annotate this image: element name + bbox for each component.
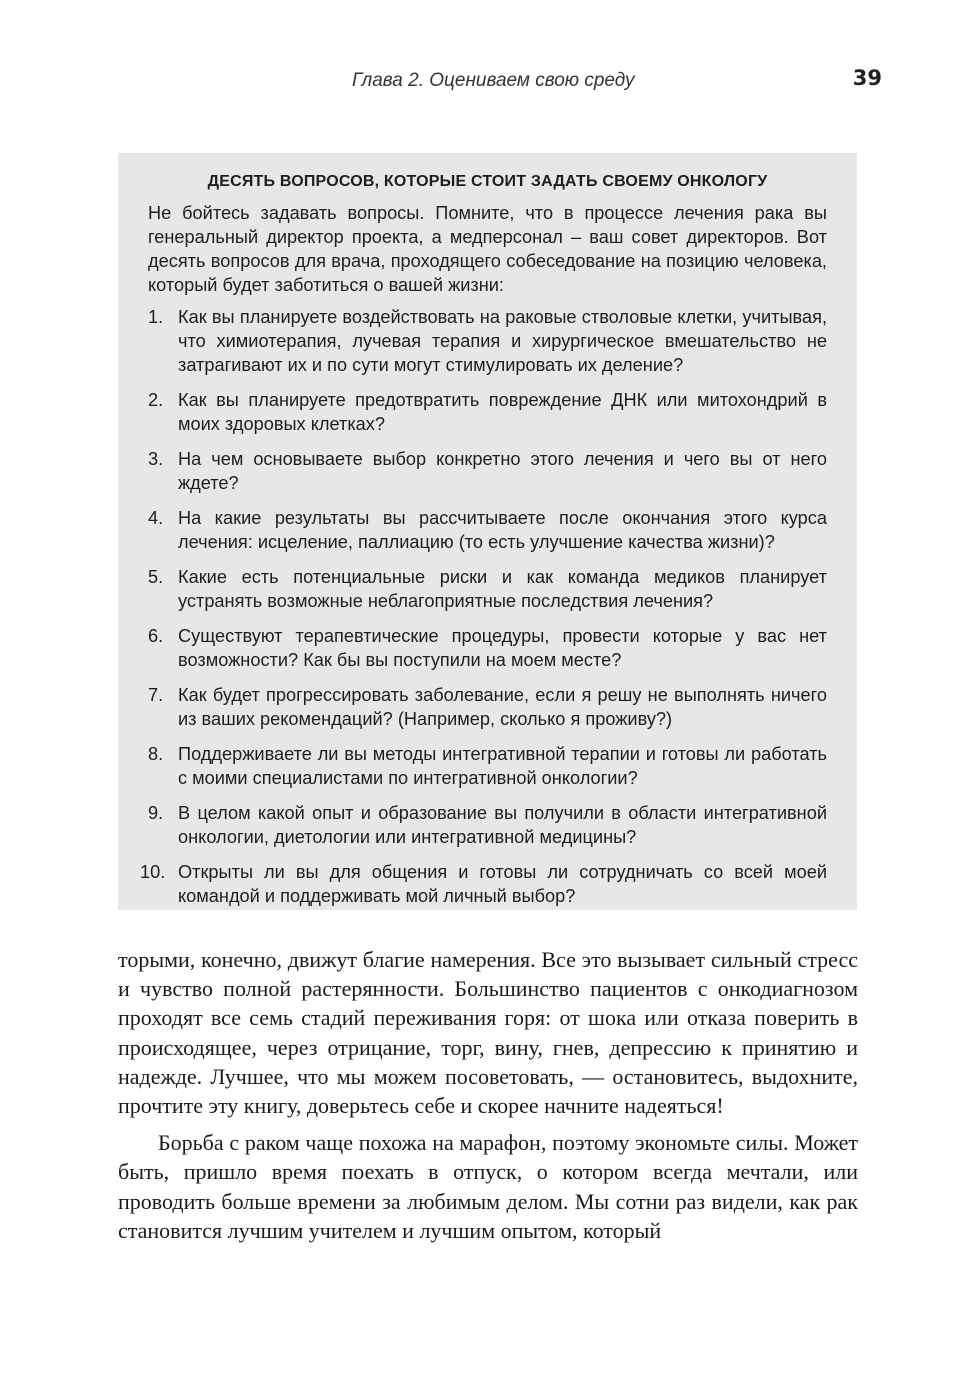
question-item xyxy=(148,683,827,731)
question-number: 5. xyxy=(148,567,164,587)
question-item xyxy=(148,801,827,849)
question-item xyxy=(148,305,827,377)
question-item xyxy=(140,860,827,908)
question-item xyxy=(148,624,827,672)
question-number: 2. xyxy=(148,390,164,410)
sidebar-intro: Не бойтесь задавать вопросы. Помните, что в процессе лечения рака вы генеральный директор проекта, а медперсонал – ваш совет директоров. Вот десять вопросов для врача, проходящего собеседование на позицию человека, который будет заботиться о вашей жизни: xyxy=(148,203,827,295)
question-text: На чем основываете выбор конкретно этого лечения и чего вы от него ждете? xyxy=(178,449,827,493)
question-item xyxy=(148,742,827,790)
question-number: 8. xyxy=(148,744,164,764)
question-list xyxy=(140,305,827,908)
question-number: 3. xyxy=(148,449,164,469)
question-text: Как вы планируете воздействовать на раковые стволовые клетки, учитывая, что химиотерапия, лучевая терапия и хирургическое вмешательство не затрагивают их и по сути могут стимулировать их деление? xyxy=(178,307,827,375)
question-item xyxy=(148,447,827,495)
sidebar-box xyxy=(118,153,857,910)
running-head xyxy=(0,66,974,100)
question-text: Открыты ли вы для общения и готовы ли сотрудничать со всей моей командой и поддерживать мой личный выбор? xyxy=(178,862,827,906)
chapter-title: Глава 2. Оцениваем свою среду xyxy=(352,70,635,91)
question-text: Как будет прогрессировать заболевание, если я решу не выполнять ничего из ваших рекомендаций? (Например, сколько я проживу?) xyxy=(178,685,827,729)
question-text: Какие есть потенциальные риски и как команда медиков планирует устранять возможные неблагоприятные последствия лечения? xyxy=(178,567,827,611)
question-text: Как вы планируете предотвратить повреждение ДНК или митохондрий в моих здоровых клетках? xyxy=(178,390,827,434)
question-text: Существуют терапевтические процедуры, провести которые у вас нет возможности? Как бы вы поступили на моем месте? xyxy=(178,626,827,670)
question-number: 7. xyxy=(148,685,164,705)
question-number: 9. xyxy=(148,803,164,823)
question-item xyxy=(148,565,827,613)
body-paragraph: торыми, конечно, движут благие намерения. Все это вызывает сильный стресс и чувство полной растерянности. Большинство пациентов с онкодиагнозом проходят все семь стадий переживания горя: от шока или отказа поверить в происходящее, через отрицание, торг, вину, гнев, депрессию к принятию и надежде. Лучшее, что мы можем посоветовать, — остановитесь, выдохните, прочтите эту книгу, доверьтесь себе и скорее начните надеяться! xyxy=(118,947,858,1119)
question-number: 10. xyxy=(140,862,166,882)
question-text: Поддерживаете ли вы методы интегративной терапии и готовы ли работать с моими специалистами по интегративной онкологии? xyxy=(178,744,827,788)
question-item xyxy=(148,388,827,436)
question-number: 6. xyxy=(148,626,164,646)
question-number: 4. xyxy=(148,508,164,528)
question-item xyxy=(148,506,827,554)
page-number: 39 xyxy=(852,66,882,90)
sidebar-title: ДЕСЯТЬ ВОПРОСОВ, КОТОРЫЕ СТОИТ ЗАДАТЬ СВОЕМУ ОНКОЛОГУ xyxy=(207,173,768,190)
body-text xyxy=(118,945,858,1245)
question-text: На какие результаты вы рассчитываете после окончания этого курса лечения: исцеление, паллиацию (то есть улучшение качества жизни)? xyxy=(178,508,827,552)
question-number: 1. xyxy=(148,307,164,327)
question-text: В целом какой опыт и образование вы получили в области интегративной онкологии, диетологии или интегративной медицины? xyxy=(178,803,827,847)
body-paragraph: Борьба с раком чаще похожа на марафон, поэтому экономьте силы. Может быть, пришло время поехать в отпуск, о котором всегда мечтали, или проводить больше времени за любимым делом. Мы сотни раз видели, как рак становится лучшим учителем и лучшим опытом, который xyxy=(118,1130,858,1243)
